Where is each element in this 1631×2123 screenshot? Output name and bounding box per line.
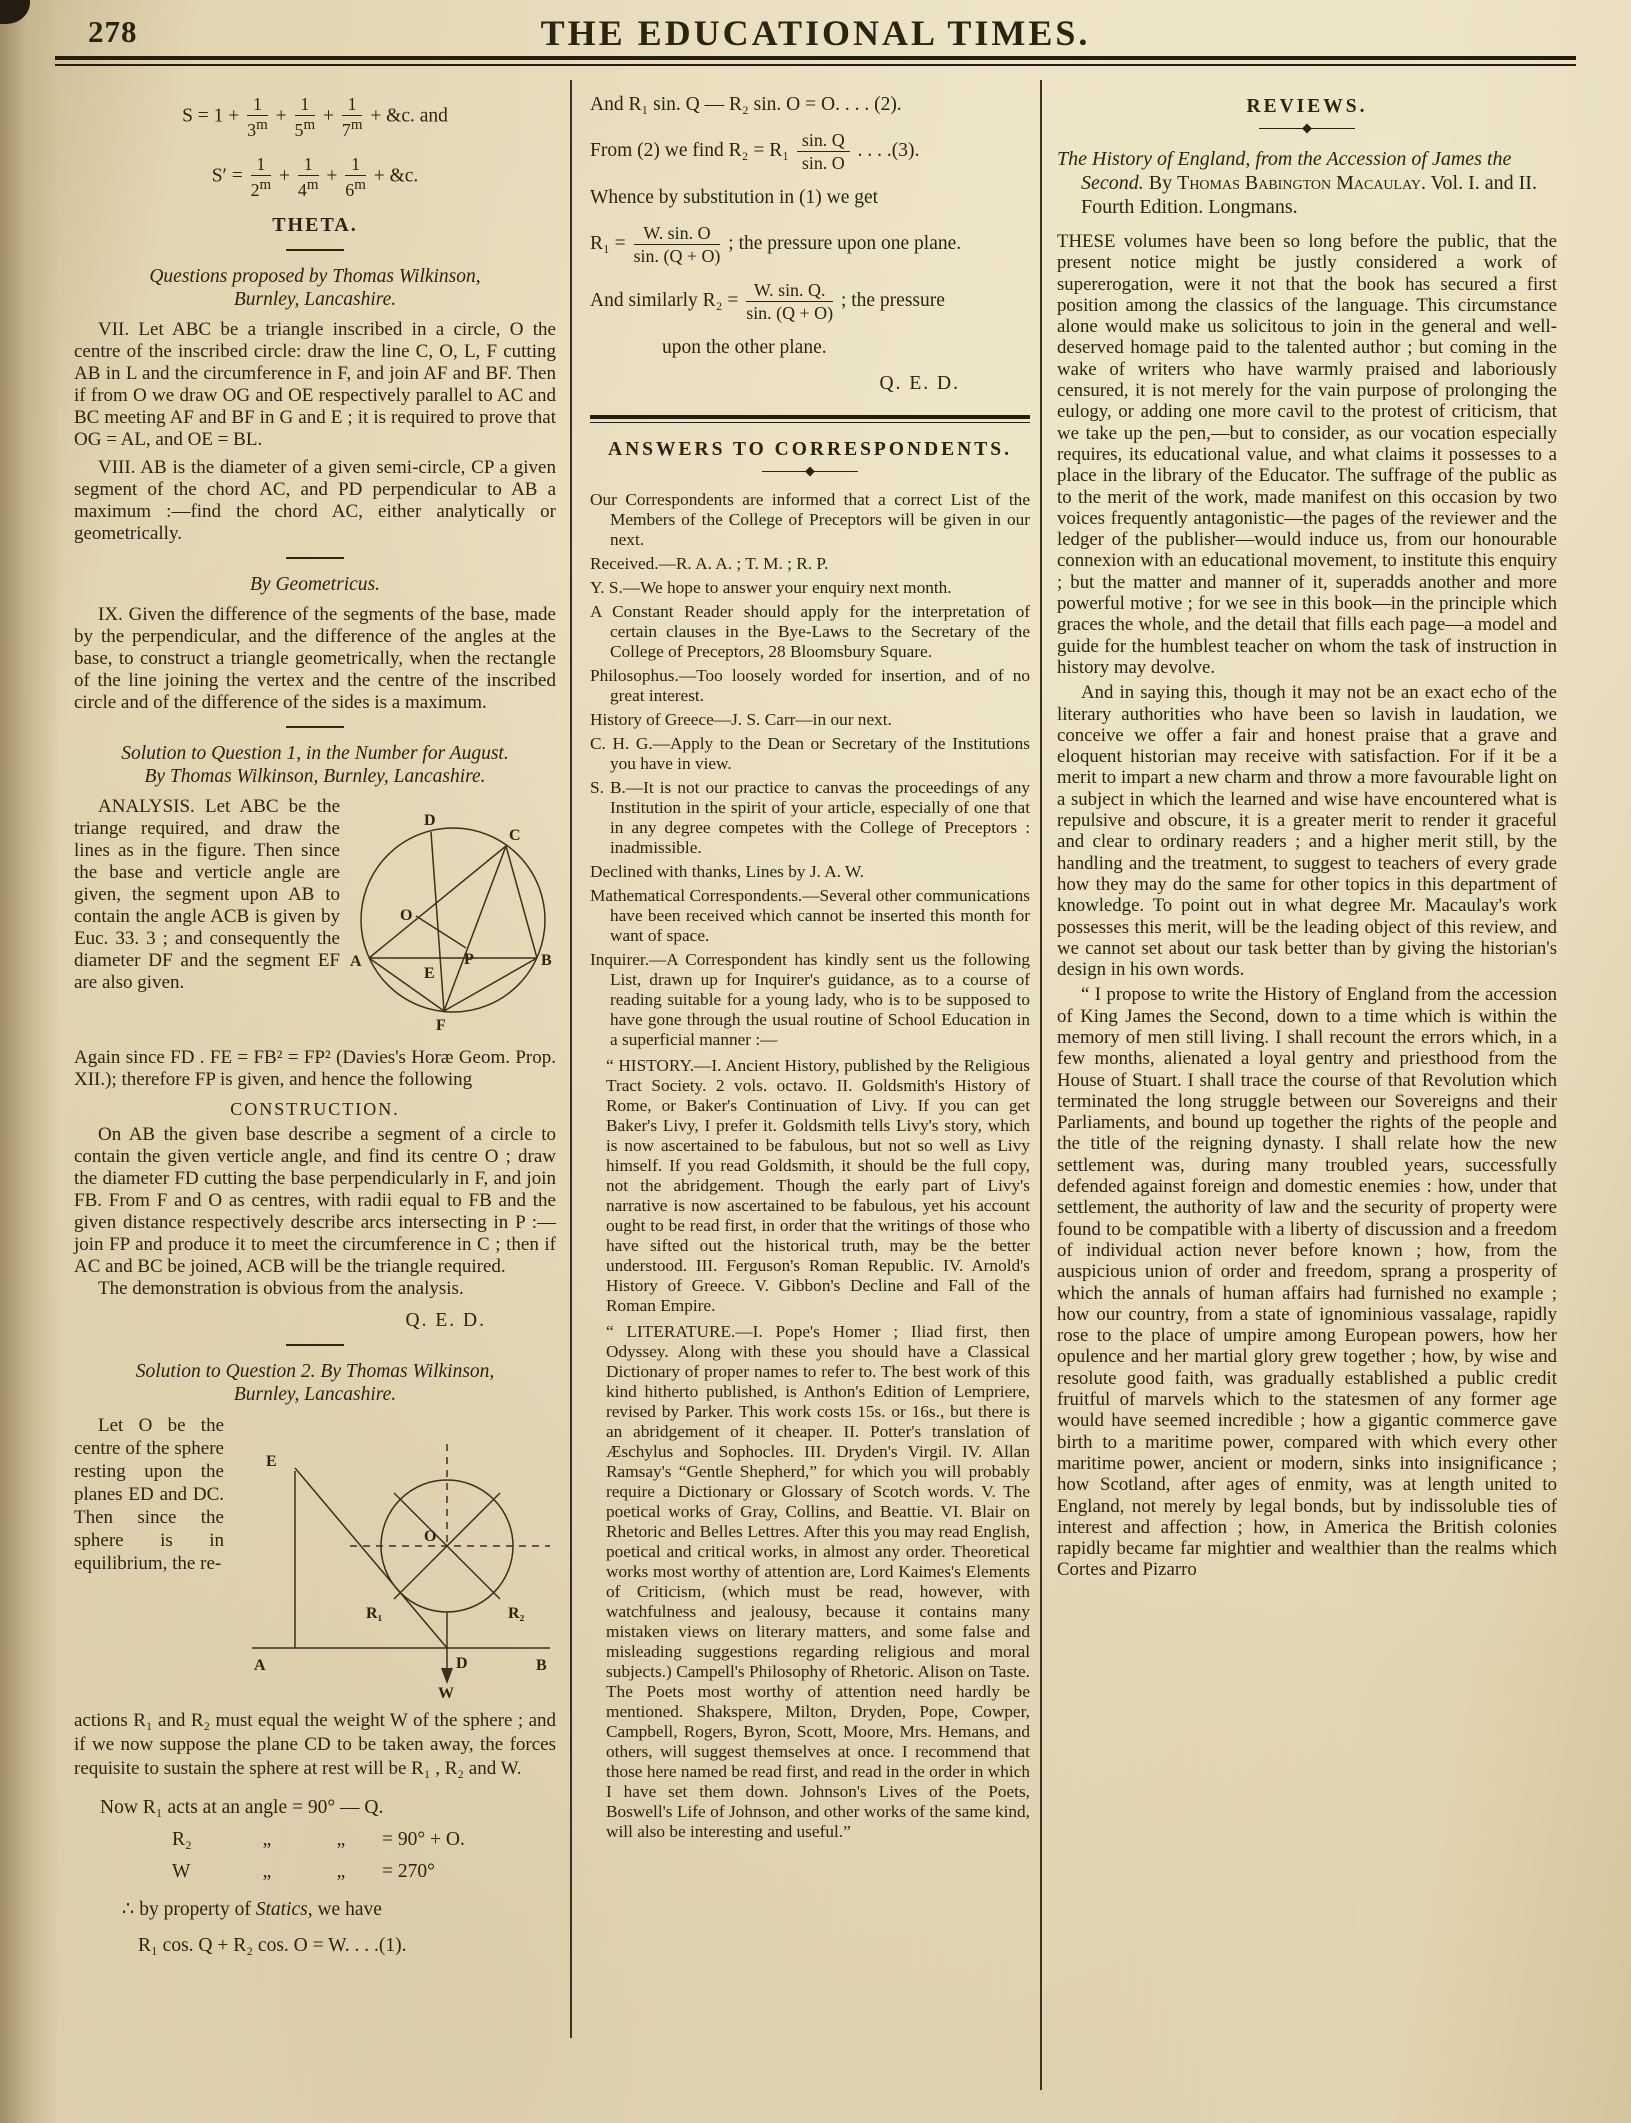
signature-theta: THETA. [272, 214, 358, 237]
section-rule [286, 1344, 344, 1346]
qed-solution1: Q. E. D. [405, 1310, 486, 1332]
fraction-one-seventh-m: $\frac{1}{7^m}$ [341, 94, 363, 141]
fraction-one-half-m: $\frac{1}{2^m}$ [250, 154, 272, 201]
solution2-block [74, 1414, 556, 1701]
label-P: P [464, 951, 474, 969]
question-8: VIII. AB is the diameter of a given semi-circle, CP a given segment of the chord AC, and PD perpendicular to AB a maximum :—find the chord AC, either analytically or geometrically. [74, 457, 556, 545]
correspondent-item: Y. S.—We hope to answer your enquiry next month. [590, 578, 952, 598]
fraction-sinQ-sinO: $\frac{\sin. Q}{\sin. O}$ [797, 130, 850, 173]
demonstration-line: The demonstration is obvious from the analysis. [98, 1278, 464, 1300]
statics-line: ∴ by property of Statics, we have [122, 1899, 382, 1921]
label-R2: R₂ [508, 1605, 525, 1623]
label-O: O [400, 907, 413, 925]
equation-2: And R₁ sin. Q — R₂ sin. O = O. . . . (2). [590, 94, 902, 115]
construction-heading: CONSTRUCTION. [230, 1099, 400, 1120]
correspondent-item: S. B.—It is not our practice to canvas the proceedings of any Institution in the spirit of your article, especially of one that in any degree competes with the College of Preceptors : inadmissible. [590, 778, 1030, 858]
series-sprime-lhs: S′ = [211, 165, 243, 187]
label-D: D [424, 812, 436, 830]
plus-sign: + [275, 105, 287, 127]
label-D: D [456, 1655, 468, 1673]
fraction-one-fifth-m: $\frac{1}{5^m}$ [294, 94, 316, 141]
series-equation-1 [74, 94, 556, 140]
literature-reading-list: “ LITERATURE.—I. Pope's Homer ; Iliad first, then Odyssey. Along with these you should have a Classical Dictionary of proper names to refer to. The best work of this kind hitherto published, is Anthon's Edition of Lempriere, revised by Parker. This work costs 15s. or 16s., but there is an abridgement of it cheaper. II. Potter's translation of Æschylus and Sophocles. III. Dryden's Virgil. IV. Allan Ramsay's “Gentle Shepherd,” for which you will probably require a Dictionary or Glossary of Scotch words. V. The poetical works of Gray, Collins, and Beattie. VI. Blair on Rhetoric and Belles Lettres. After this you may read English, poetical and critical works, in almost any order. Theoretical works most worthy of attention are, Lord Kaimes's Elements of Criticism, (which must be read, however, with watchfulness and jealousy, because it contains many mistaken views on literary matters, and some false and misleading suggestions regarding religious and moral subjects.) Campell's Philosophy of Rhetoric. Alison on Taste. The Poets most worthy of attention need hardly be mentioned. Shakspere, Milton, Dryden, Pope, Cowper, Campbell, Rogers, Byron, Scott, Moore, Mrs. Hemans, and others, will suggest themselves at once. I recommend that those here named be read first, and read in the order in which I have set them down. Johnson's Lives of the Poets, Boswell's Life of Johnson, and other works of the same kind, will also be interesting and useful.” [606, 1322, 1030, 1842]
statics-word: Statics [255, 1899, 308, 1921]
whence-line: Whence by substitution in (1) we get [590, 187, 879, 209]
weight-arrow-head [441, 1668, 453, 1684]
solution2-heading: Solution to Question 2. By Thomas Wilkinson, Burnley, Lancashire. [135, 1361, 495, 1406]
review-paragraph-2: And in saying this, though it may not be an exact echo of the literary authorities who have been so lavish in laudation, we conceive we offer a fair and honest praise that a grave and eloquent historian may receive with satisfaction. For if it be a merit to impart a new charm and throw a more favourable light on a subject in which the learned and wise have encountered what is repulsive and obscure, it is a greater merit to render it graceful and clear to ordinary readers ; and a higher merit still, by the handling and the treatment, to suggest to teachers of every grade how they may do the same for other topics in this department of knowledge. To point out in what degree Mr. Macaulay's work possesses this merit, will be the leading object of this review, and we cannot set about our task better than by giving the historian's design in his own words. [1057, 682, 1557, 981]
solution1-heading: Solution to Question 1, in the Number for August. By Thomas Wilkinson, Burnley, Lancashire. [121, 743, 509, 788]
correspondent-item: Philosophus.—Too loosely worded for insertion, and of no great interest. [590, 666, 1030, 706]
geometry-figure-1 [348, 798, 556, 1038]
label-O: O [424, 1528, 437, 1546]
circumscribed-circle [361, 828, 545, 1012]
correspondent-item: Received.—R. A. A. ; T. M. ; R. P. [590, 554, 829, 574]
label-A: A [350, 953, 362, 971]
middle-column [590, 80, 1030, 1848]
by-geometricus: By Geometricus. [250, 574, 380, 596]
line-OP [416, 916, 466, 948]
angle-line-R1: Now R₁ acts at an angle = 90° — Q. [100, 1797, 384, 1819]
column-divider-2 [1040, 80, 1042, 2090]
series-s-tail: + &c. and [370, 105, 448, 127]
answers-separator-rule [590, 415, 1030, 423]
question-9: IX. Given the difference of the segments of the base, made by the perpendicular, and the difference of the angles at the base, to construct a triangle geometrically, when the rectangle of the line joining the vertex and the centre of the inscribed circle and of the difference of the sides is a maximum. [74, 604, 556, 714]
r2-angle-value: = 90° + O. [382, 1829, 465, 1851]
angle-line-R2 [74, 1829, 556, 1851]
series-s-lhs: S = 1 + [182, 105, 240, 127]
ditto-mark: „ [262, 1861, 272, 1883]
fraction-one-sixth-m: $\frac{1}{6^m}$ [345, 154, 366, 201]
label-R1: R₁ [366, 1605, 383, 1623]
side-CB [506, 846, 537, 958]
scan-left-edge-shading [0, 0, 60, 2123]
equation-1: R₁ cos. Q + R₂ cos. O = W. . . .(1). [138, 1935, 407, 1957]
section-rule [286, 557, 344, 559]
section-rule [286, 249, 344, 251]
figure-circle-triangle [348, 798, 556, 1043]
label-E: E [424, 965, 435, 983]
label-C: C [509, 827, 521, 845]
figure-sphere-planes [232, 1416, 556, 1705]
label-W: W [438, 1685, 454, 1701]
book-author: Thomas Babington Macaulay. [1177, 172, 1427, 194]
solution2-intro: Let O be the centre of the sphere resting upon the planes ED and DC. Then since the sphere is in equilibrium, the re- [74, 1415, 224, 1575]
analysis-paragraph: ANALYSIS. Let ABC be the triange required, and draw the lines as in the figure. Then since the base and verticle angle are given, the segment upon AB to contain the angle ACB is given by Euc. 33. 3 ; and consequently the diameter DF and the segment EF are also given. [74, 796, 340, 994]
ditto-mark: „ [262, 1829, 272, 1851]
book-edition: Vol. I. and II. Fourth Edition. Longmans. [1081, 172, 1537, 218]
diameter-DF [431, 832, 444, 1011]
pressure-equation-R1: R₁ = $\frac{W. \sin. O}{\sin. (Q + O)}$ ; the pressure upon one plane. [590, 223, 962, 267]
solution2-continuation: actions R₁ and R₂ must equal the weight W of the sphere ; and if we now suppose the plane CD to be taken away, the forces requisite to sustain the sphere at rest will be R₁ , R₂ and W. [74, 1710, 556, 1780]
review-book-title: The History of England, from the Accession of James the Second. By Thomas Babington Macaulay. Vol. I. and II. Fourth Edition. Longmans. [1057, 148, 1537, 218]
fraction-one-third-m: $\frac{1}{3^m}$ [247, 94, 268, 141]
construction-paragraph: On AB the given base describe a segment of a circle to contain the given verticle angle, and find its centre O ; draw the diameter FD cutting the base perpendicularly in F, and join FB. From F and O as centres, with radii equal to FB and the given distance respectively describe arcs intersecting in P :—join FP and produce it to meet the circumference in C ; then if AC and BC be joined, ACB will be the triangle required. [74, 1124, 556, 1278]
diamond-rule-ornament [762, 467, 858, 476]
plus-sign: + [322, 105, 334, 127]
pressure-equation-R2: And similarly R₂ = $\frac{W. \sin. Q.}{\sin. (Q + O)}$ ; the pressure [590, 280, 945, 324]
label-A: A [254, 1657, 266, 1675]
plus-sign: + [326, 165, 338, 187]
review-quote-paragraph: “ I propose to write the History of England from the accession of King James the Second, down to a time which is within the memory of men still living. I shall recount the errors which, in a few months, alienated a loyal gentry and priesthood from the House of Stuart. I shall trace the course of that Revolution which terminated the long struggle between our Sovereigns and their Parliaments, and bound up together the rights of the people and the title of the reigning dynasty. I shall relate how the new settlement was, during many troubled years, successfully defended against foreign and domestic enemies : how, under that settlement, the authority of law and the security of property were found to be compatible with a liberty of discussion and a freedom of individual action never before known ; how, from the auspicious union of order and freedom, sprang a prosperity of which the annals of human affairs had furnished no example ; how our country, from a state of ignominious vassalage, rapidly rose to the place of umpire among European powers, how her opulence and her martial glory grew together ; how, by wise and resolute good faith, was gradually established a public credit fruitful of marvels which to the statesmen of any former age would have seemed incredible ; how a gigantic commerce gave birth to a maritime power, compared with which every other maritime power, ancient or modern, sinks into insignificance ; how Scotland, after ages of enmity, was at length united to England, not merely by legal bonds, but by indissoluble ties of interest and affection ; how, in America the British colonies rapidly became far mightier and wealthier than the realms which Cortes and Pizarro [1057, 984, 1557, 1581]
correspondent-item: C. H. G.—Apply to the Dean or Secretary of the Institutions you have in view. [590, 734, 1030, 774]
w-angle-value: = 270° [382, 1861, 435, 1883]
series-sprime-tail: + &c. [373, 165, 419, 187]
column-divider-1 [570, 80, 572, 2038]
left-column [74, 80, 556, 1971]
pressure-continuation: upon the other plane. [662, 337, 827, 359]
ditto-mark: „ [336, 1829, 346, 1851]
book-title-italic: The History of England, from the Accession of James the Second. [1057, 148, 1512, 194]
r2-symbol: R₂ [172, 1829, 192, 1851]
questions-heading: Questions proposed by Thomas Wilkinson, Burnley, Lancashire. [149, 266, 481, 311]
label-F: F [436, 1017, 446, 1035]
fraction-one-fourth-m: $\frac{1}{4^m}$ [297, 154, 319, 201]
angle-line-W [74, 1861, 556, 1883]
review-paragraph-1: THESE volumes have been so long before the public, that the present notice might be justly considered a work of supererogation, were it not that the book has secured a first position among the classics of the language. This circumstance alone would make us solicitous to join in the general and well-deserved homage paid to the talented author ; but coming in the wake of writers who have warmly praised and laboriously censured, it is not merely for the vain purpose of prolonging the eulogy, or adding one more cavil to the protest of criticism, that we take up the pen,—but to consider, as our vocation especially requires, its educational value, and what claims it possesses to a place in the library of the Educator. The suffrage of the public as to the merit of the work, made manifest on this occasion by two voices frequently antagonistic—the pages of the reviewer and the ledger of the publisher—would induce us, from our honourable connexion with an educational movement, to institute this enquiry ; but the matter and manner of it, superadds another and more powerful motive ; for we see in this book—in the principle which graces the whole, and the detail that fills each page—a model and guide for the humblest teacher on whom the task of instruction in history may devolve. [1057, 231, 1557, 678]
correspondent-item: Our Correspondents are informed that a correct List of the Members of the College of Preceptors will be given in our next. [590, 490, 1030, 550]
page-number: 278 [88, 14, 138, 49]
geometry-figure-2 [232, 1416, 556, 1700]
correspondent-item: Mathematical Correspondents.—Several other communications have been received which cannot be inserted this month for want of space. [590, 886, 1030, 946]
label-B: B [541, 952, 552, 970]
section-rule [286, 726, 344, 728]
right-column [1057, 80, 1557, 1581]
again-since-paragraph: Again since FD . FE = FB² = FP² (Davies's Horæ Geom. Prop. XII.); therefore FP is given, and hence the following [74, 1047, 556, 1091]
masthead-rule [55, 56, 1576, 66]
series-equation-2 [74, 154, 556, 200]
correspondent-item: A Constant Reader should apply for the interpretation of certain clauses in the Bye-Laws to the Secretary of the College of Preceptors, 28 Bloomsbury Square. [590, 602, 1030, 662]
diamond-rule-ornament [1259, 124, 1355, 133]
reviews-heading: REVIEWS. [1246, 96, 1368, 117]
question-7: VII. Let ABC be a triangle inscribed in a circle, O the centre of the inscribed circle: draw the line C, O, L, F cutting AB in L and the circumference in F, and join AF and BF. Then if from O we draw OG and OE respectively parallel to AC and BC meeting AF and BF in G and E ; it is required to prove that OG = AL, and OE = BL. [74, 319, 556, 451]
correspondent-item: Inquirer.—A Correspondent has kindly sent us the following List, drawn up for Inquirer's guidance, as to a course of reading suitable for a young lady, who is to be supposed to have gone through the usual routine of School Education in a superficial manner :— [590, 950, 1030, 1050]
fraction-WsinO: $\frac{W. \sin. O}{\sin. (Q + O)}$ [633, 223, 721, 267]
ditto-mark: „ [336, 1861, 346, 1883]
label-E: E [266, 1453, 277, 1471]
correspondent-item: History of Greece—J. S. Carr—in our next. [590, 710, 892, 730]
w-symbol: W [172, 1861, 191, 1883]
history-reading-list: “ HISTORY.—I. Ancient History, published by the Religious Tract Society. 2 vols. octavo. II. Goldsmith's History of Rome, or Baker's Continuation of Livy. If you can get Baker's Livy, I prefer it. Goldsmith tells Livy's story, which is now ascertained to be fabulous, but not so well as Livy himself. If you read Goldsmith, it should be the full copy, not the abridgement. Though the early part of Livy's narrative is now ascertained to be fabulous, yet his account ought to be read first, in order that the writings of those who have sifted out the historical truth, may be the better understood. III. Ferguson's Roman Republic. IV. Arnold's History of Greece. V. Gibbon's Decline and Fall of the Roman Empire. [606, 1056, 1030, 1316]
equation-3: From (2) we find R₂ = R₁ $\frac{\sin. Q}{\sin. O}$ . . . .(3). [590, 130, 920, 174]
fraction-WsinQ: $\frac{W. \sin. Q.}{\sin. (Q + O)}$ [746, 280, 834, 324]
qed-middle: Q. E. D. [879, 373, 960, 395]
answers-heading: ANSWERS TO CORRESPONDENTS. [608, 439, 1012, 461]
plus-sign: + [279, 165, 291, 187]
solution1-analysis-block [74, 796, 556, 1035]
correspondent-item: Declined with thanks, Lines by J. A. W. [590, 862, 865, 882]
line-FB [444, 958, 537, 1011]
masthead-title: THE EDUCATIONAL TIMES. [540, 13, 1091, 53]
label-B: B [536, 1657, 547, 1675]
